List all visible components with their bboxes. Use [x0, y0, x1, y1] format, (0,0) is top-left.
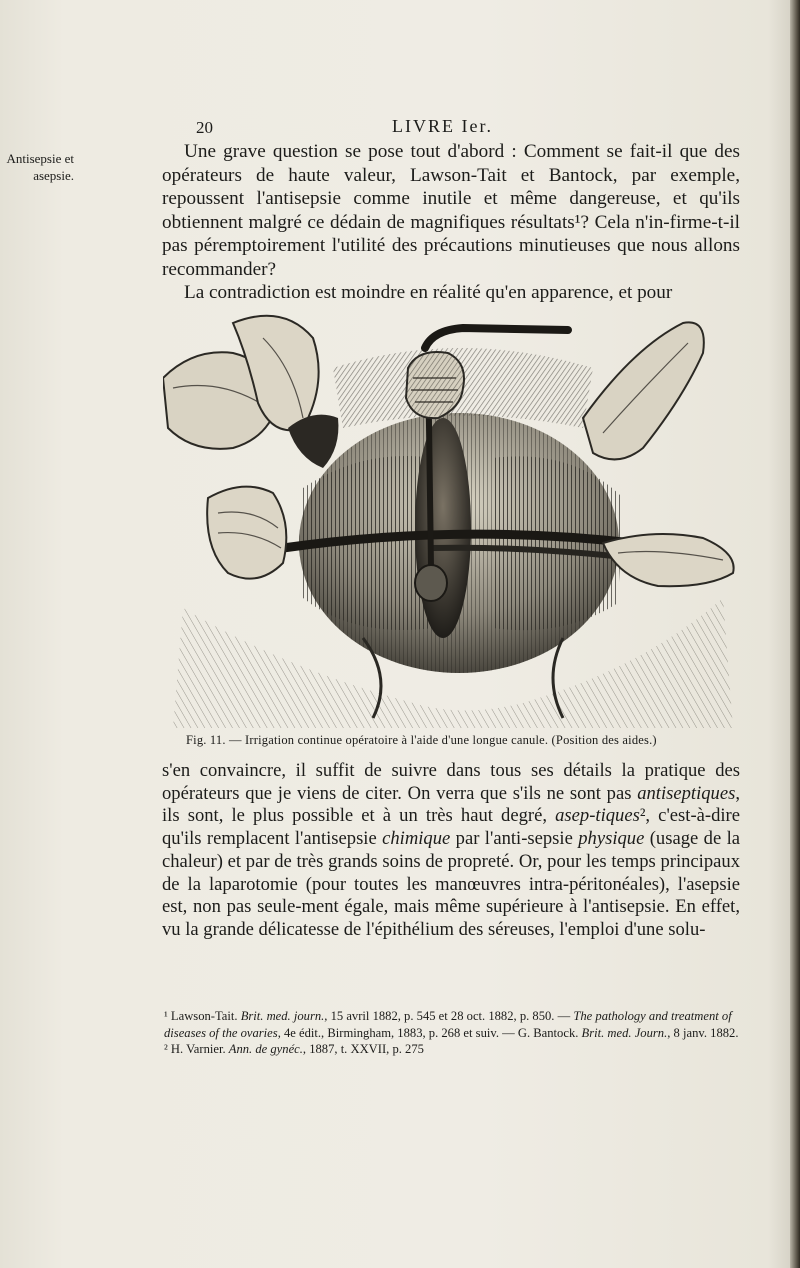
margin-note: Antisepsie et asepsie.	[6, 151, 74, 183]
paragraph-2-text-e: (usage de la chaleur) et par de très grands soins de propreté. Or, pour les temps principaux de la laparotomie (pour toutes les manœuvres intra-péritonéales), l'asepsie est, non pas seule-ment égale, mais même supérieure à l'antisepsie. En effet, vu la grande délicatesse de l'épithélium des séreuses, l'emploi d'une solu-	[162, 828, 741, 940]
footnotes	[164, 1008, 744, 1058]
paragraph-2-text-d: par l'anti-sepsie	[450, 828, 579, 850]
footnote-1-ref: , 15 avril 1882, p. 545 et 28 oct. 1882, p. 850. —	[324, 1009, 574, 1023]
paragraph-1-last-line: La contradiction est moindre en réalité qu'en apparence, et pour	[184, 282, 673, 303]
paragraph-2-text-c: ², c'est-à-dire qu'ils remplacent l'antisepsie	[162, 805, 740, 850]
footnote-2-ref: , 1887, t. XXVII, p. 275	[302, 1042, 424, 1056]
paragraph-2-text-a: s'en convaincre, il suffit de suivre dans tous ses détails la pratique des opérateurs que je viens de citer. On verra que s'ils ne sont pas	[162, 760, 740, 804]
footnote-2-author: ² H. Varnier.	[164, 1042, 229, 1056]
paragraph-1-text: Une grave question se pose tout d'abord : Comment se fait-il que des opérateurs de haute valeur, Lawson-Tait et Bantock, par exemple, repoussent l'antisepsie comme inutile et même dangereuse, et qu'ils obtiennent malgré ce dédain de magnifiques résultats¹? Cela n'in-firme-t-il pas péremptoirement l'utilité des précautions minutieuses que nous allons recommander?	[162, 141, 740, 280]
surgical-illustration	[163, 308, 741, 728]
paragraph-1	[162, 140, 740, 305]
running-head: LIVRE Ier.	[392, 116, 493, 136]
footnote-1-journal-2: Brit. med. Journ.	[581, 1025, 668, 1040]
footnote-1-date: , 8 janv. 1882.	[667, 1025, 739, 1040]
paragraph-2-text-b: , ils sont, le plus possible et à un très haut degré,	[162, 782, 740, 827]
footnote-1-edition: , 4e édit., Birmingham, 1883, p. 268 et suiv. — G. Bantock.	[277, 1025, 582, 1040]
emphasis-chimique: chimique	[382, 828, 451, 850]
footnote-2-journal: Ann. de gynéc.	[228, 1042, 303, 1056]
figure-caption: Fig. 11. — Irrigation continue opératoire à l'aide d'une longue canule. (Position des aides.)	[186, 733, 657, 747]
page-number: 20	[196, 118, 213, 137]
footnote-2	[164, 1041, 744, 1058]
footnote-1-book-title: The pathology and treatment of diseases of the ovaries	[164, 1009, 732, 1040]
footnote-1-author: ¹ Lawson-Tait.	[164, 1009, 241, 1023]
footnote-1	[164, 1008, 744, 1041]
footnote-1-journal: Brit. med. journ.	[240, 1009, 325, 1023]
engraving-image	[163, 308, 741, 728]
paragraph-2	[162, 760, 740, 942]
emphasis-antiseptiques: antiseptiques	[637, 782, 736, 804]
emphasis-physique: physique	[578, 828, 645, 850]
emphasis-aseptiques: asep-tiques	[555, 805, 640, 827]
page-edge-shadow	[790, 0, 800, 1268]
